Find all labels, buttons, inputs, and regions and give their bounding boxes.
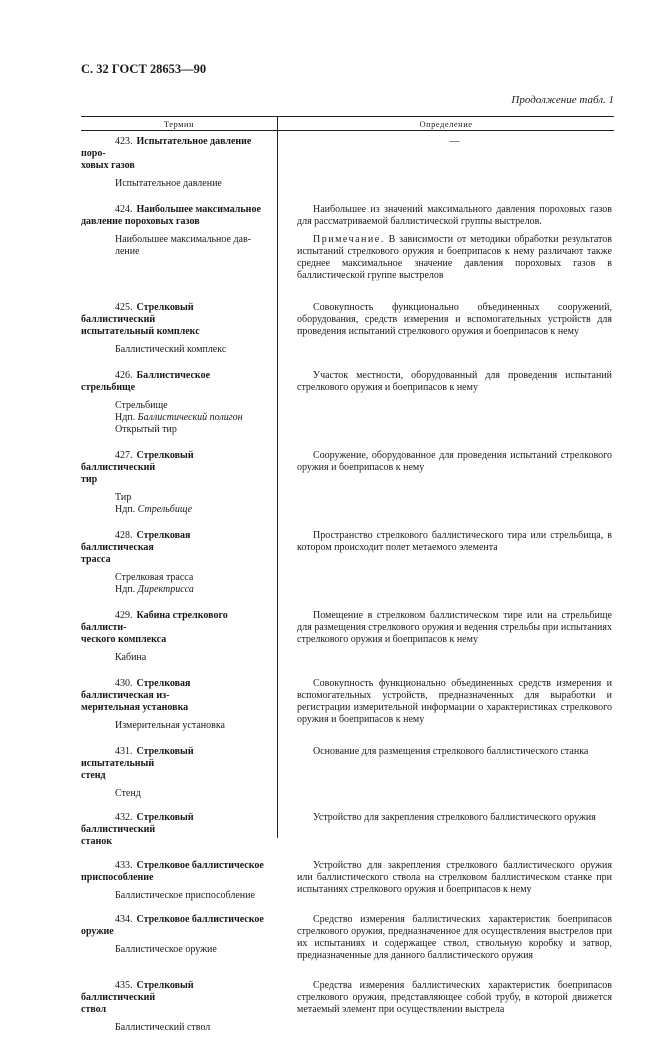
- table-row: [81, 607, 614, 668]
- term-title: Стрелковый баллистический: [81, 450, 194, 473]
- term-synonym: Открытый тир: [115, 424, 177, 435]
- term-heading: [81, 530, 264, 554]
- note-label: Примечание.: [313, 234, 385, 245]
- definition-text: Основание для размещения стрелкового баллистического станка: [313, 746, 589, 757]
- definition-text: Устройство для закрепления стрелкового баллистического оружия или баллистического ствола на стрелковом баллистическом станке при испытаниях стрелкового оружия и боеприпасов к нему: [297, 860, 612, 895]
- term-title: Стрелковый баллистический: [81, 812, 194, 835]
- term-title-line2: ческого комплекса: [81, 634, 167, 645]
- term-title: Баллистическое стрельбище: [81, 370, 211, 393]
- term-heading: [81, 204, 264, 216]
- definition-cell: [297, 678, 612, 726]
- term-number: 432.: [115, 812, 133, 823]
- definition-text: Наибольшее из значений максимального давления пороховых газов для рассматриваемой баллистической группы выстрелов.: [297, 204, 612, 227]
- definition-text: —: [449, 136, 460, 147]
- term-cell: [81, 610, 264, 664]
- term-title-line2: давление пороховых газов: [81, 216, 200, 227]
- term-number: 433.: [115, 860, 133, 871]
- term-number: 435.: [115, 980, 133, 991]
- definition-cell: [297, 370, 612, 394]
- term-title: Стрелковое баллистическое: [136, 860, 264, 871]
- term-number: 423.: [115, 136, 133, 147]
- definition-cell: [297, 980, 612, 1016]
- definition-text: Участок местности, оборудованный для проведения испытаний стрелкового оружия и боеприпасов к нему: [297, 370, 612, 393]
- table-row: [81, 911, 614, 972]
- term-synonym: Баллистическое приспособление: [115, 890, 255, 901]
- term-title-line2: мерительная установка: [81, 702, 189, 713]
- definition-cell: [297, 204, 612, 282]
- term-title-continuation: [81, 926, 264, 938]
- term-cell: [81, 860, 264, 902]
- term-synonym: Испытательное давление: [115, 178, 222, 189]
- term-number: 425.: [115, 302, 133, 313]
- term-cell: [81, 136, 264, 190]
- table-row: [81, 743, 614, 804]
- definition-cell: [297, 450, 612, 474]
- definition-cell: [297, 302, 612, 338]
- table-row: [81, 133, 614, 194]
- term-synonym: Стрелковая трасса: [115, 572, 194, 583]
- term-synonym: Тир: [115, 492, 132, 503]
- term-title: Испытательное давление поро-: [81, 136, 252, 159]
- table-row: [81, 447, 614, 520]
- table-continuation-label: Продолжение табл. 1: [511, 94, 614, 106]
- term-synonym: Наибольшее максимальное дав-: [115, 234, 252, 245]
- table-row: [81, 809, 614, 852]
- term-heading: [81, 136, 264, 160]
- deprecated-term: Баллистический полигон: [135, 412, 243, 423]
- definition-cell: [297, 914, 612, 962]
- term-number: 431.: [115, 746, 133, 757]
- term-title-line2: ствол: [81, 1004, 107, 1015]
- table-row: [81, 977, 614, 1038]
- table-body: [81, 133, 614, 1038]
- table-row: [81, 527, 614, 600]
- term-synonym: Стенд: [115, 788, 141, 799]
- term-number: 430.: [115, 678, 133, 689]
- term-title-continuation: [81, 872, 264, 884]
- term-heading: [81, 302, 264, 326]
- term-heading: [81, 450, 264, 474]
- note-text: В зависимости от методики обработки результатов испытаний стрелкового оружия и боеприпасов к нему различают также среднее максимальное значение давления пороховых газов в баллистической группе выстрелов: [297, 234, 612, 281]
- term-number: 428.: [115, 530, 133, 541]
- term-synonym: Стрельбище: [115, 400, 168, 411]
- term-title-line2: трасса: [81, 554, 111, 565]
- term-synonym: Ндп. Директрисса: [115, 584, 194, 595]
- term-synonym: Баллистическое оружие: [115, 944, 217, 955]
- term-title: Стрелковое баллистическое: [136, 914, 264, 925]
- term-title: Стрелковый испытательный: [81, 746, 194, 769]
- definition-cell: [297, 746, 612, 758]
- table-top-rule: [81, 116, 614, 117]
- term-cell: [81, 302, 264, 356]
- term-title: Стрелковый баллистический: [81, 980, 194, 1003]
- term-cell: [81, 530, 264, 596]
- term-cell: [81, 204, 264, 288]
- definition-cell: [297, 860, 612, 896]
- term-heading: [81, 914, 264, 926]
- definition-text: Помещение в стрелковом баллистическом тире или на стрельбище для размещения стрелкового оружия и ведения стрельбы при испытаниях стрелкового оружия и боеприпасов к нему: [297, 610, 612, 645]
- deprecated-term: Стрельбище: [135, 504, 193, 515]
- definition-cell: [297, 530, 612, 554]
- definition-text: Совокупность функционально объединенных средств измерения и вспомогательных устройств, предназначенных для выработки и регистрации измерительной информации о характеристиках стрелкового оружия и боеприпасов к нему: [297, 678, 612, 725]
- term-synonym: Ндп. Баллистический полигон: [115, 412, 243, 423]
- term-number: 424.: [115, 204, 133, 215]
- term-number: 426.: [115, 370, 133, 381]
- term-title: Стрелковый баллистический: [81, 302, 194, 325]
- term-synonym: Измерительная установка: [115, 720, 225, 731]
- term-title-line2: испытательный комплекс: [81, 326, 200, 337]
- table-row: [81, 299, 614, 360]
- term-title-continuation: [81, 770, 264, 782]
- definition-text: Сооружение, оборудованное для проведения испытаний стрелкового оружия и боеприпасов к нему: [297, 450, 612, 473]
- term-heading: [81, 678, 264, 702]
- term-title: Стрелковая баллистическая из-: [81, 678, 191, 701]
- term-synonym: Баллистический ствол: [115, 1022, 211, 1033]
- definition-cell: [297, 136, 612, 148]
- term-title-continuation: [81, 634, 264, 646]
- definition-text: Средства измерения баллистических характеристик боеприпасов стрелкового оружия, представляющее собой трубу, в которой движется метаемый элемент при осуществлении выстрела: [297, 980, 612, 1015]
- page-header: С. 32 ГОСТ 28653—90: [81, 62, 207, 76]
- terms-table: [81, 116, 614, 1033]
- term-number: 434.: [115, 914, 133, 925]
- term-title-continuation: [81, 326, 264, 338]
- term-number: 427.: [115, 450, 133, 461]
- term-number: 429.: [115, 610, 133, 621]
- term-cell: [81, 678, 264, 732]
- definition-text: Устройство для закрепления стрелкового баллистического оружия: [313, 812, 596, 823]
- term-cell: [81, 450, 264, 516]
- table-row: [81, 857, 614, 906]
- term-synonym: ление: [115, 246, 140, 257]
- deprecated-term: Директрисса: [135, 584, 194, 595]
- term-heading: [81, 980, 264, 1004]
- term-synonym: Баллистический комплекс: [115, 344, 227, 355]
- term-title-line2: тир: [81, 474, 98, 485]
- term-cell: [81, 812, 264, 848]
- term-heading: [81, 812, 264, 836]
- term-title-continuation: [81, 702, 264, 714]
- table-row: [81, 201, 614, 292]
- term-heading: [81, 370, 264, 394]
- table-row: [81, 367, 614, 440]
- term-title-continuation: [81, 474, 264, 486]
- term-heading: [81, 860, 264, 872]
- definition-cell: [297, 610, 612, 646]
- term-heading: [81, 746, 264, 770]
- term-title-continuation: [81, 160, 264, 172]
- term-title-continuation: [81, 554, 264, 566]
- term-cell: [81, 980, 264, 1034]
- term-cell: [81, 746, 264, 800]
- term-synonym: Ндп. Стрельбище: [115, 504, 193, 515]
- term-cell: [81, 370, 264, 436]
- term-title-line2: приспособление: [81, 872, 154, 883]
- definition-note: [297, 234, 612, 282]
- definition-text: Пространство стрелкового баллистического тира или стрельбища, в котором происходит полет метаемого элемента: [297, 530, 612, 553]
- term-title-continuation: [81, 1004, 264, 1016]
- term-cell: [81, 914, 264, 968]
- term-synonym: Кабина: [115, 652, 147, 663]
- term-title-line2: оружие: [81, 926, 114, 937]
- term-title: Наибольшее максимальное: [136, 204, 261, 215]
- definition-text: Средство измерения баллистических характеристик боеприпасов стрелкового оружия, предназначенное для осуществления выстрелов при их испытаниях и содержащее ствол, ствольную коробку и затвор, предназначенные для данного баллистического оружия: [297, 914, 612, 961]
- column-header-definition: Определение: [419, 119, 473, 129]
- term-title-line2: станок: [81, 836, 112, 847]
- definition-cell: [297, 812, 612, 824]
- table-header-rule: [81, 130, 614, 131]
- term-title-continuation: [81, 216, 264, 228]
- column-header-term: Термин: [163, 119, 195, 129]
- definition-text: Совокупность функционально объединенных сооружений, оборудования, средств измерения и вспомогательных устройств для проведения испытаний стрелкового оружия и боеприпасов к нему: [297, 302, 612, 337]
- table-row: [81, 675, 614, 736]
- term-title: Стрелковая баллистическая: [81, 530, 191, 553]
- term-heading: [81, 610, 264, 634]
- term-title: Кабина стрелкового баллисти-: [81, 610, 228, 633]
- term-title-line2: стенд: [81, 770, 106, 781]
- term-title-line2: ховых газов: [81, 160, 135, 171]
- term-title-continuation: [81, 836, 264, 848]
